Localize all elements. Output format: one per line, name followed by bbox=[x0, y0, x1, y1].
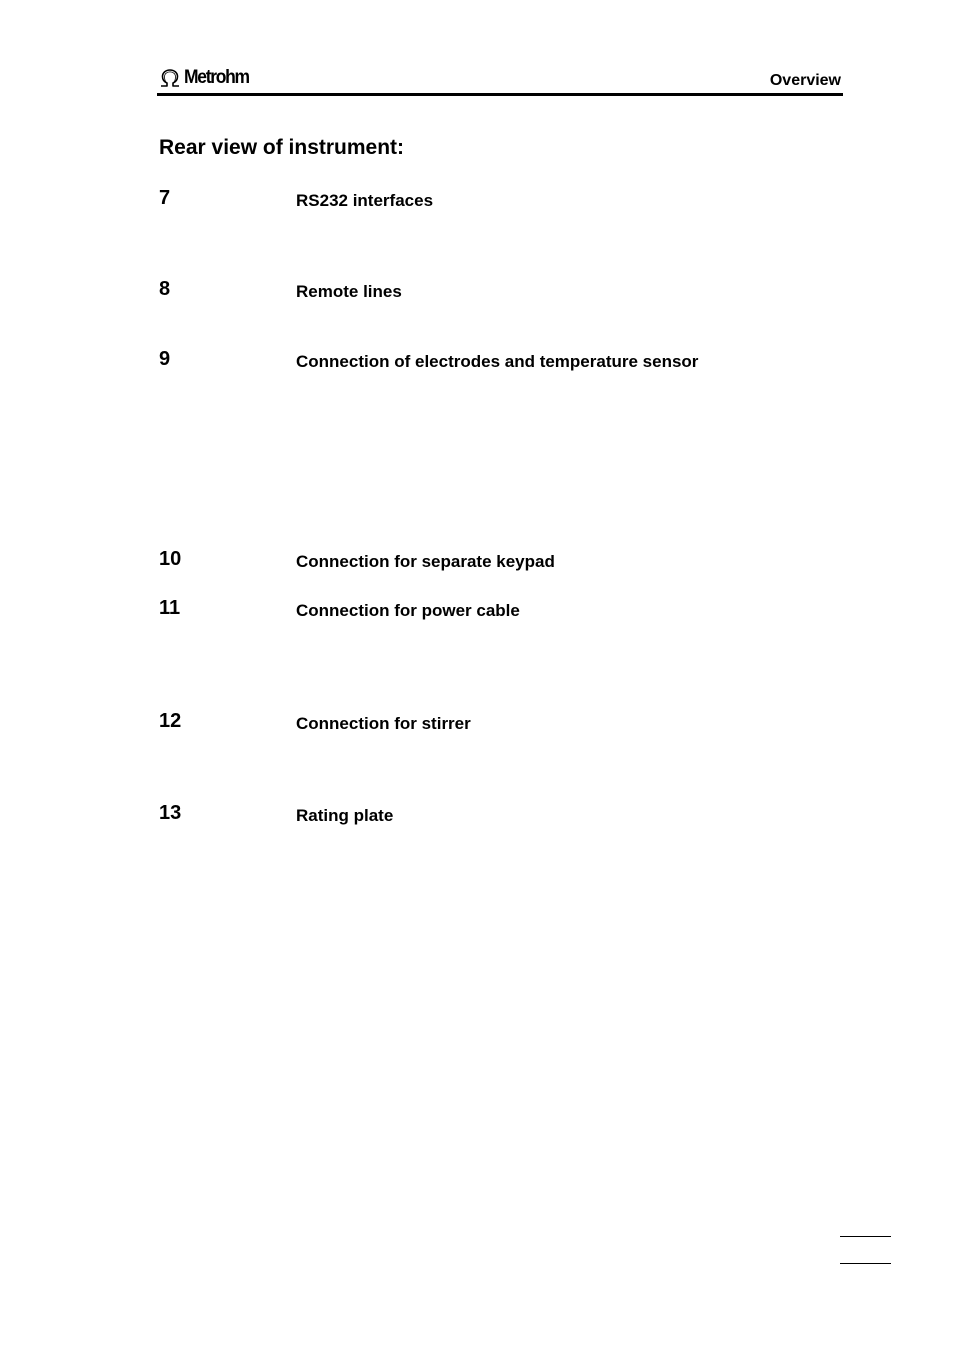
page-header bbox=[157, 64, 843, 96]
item-label: Connection for separate keypad bbox=[296, 552, 555, 571]
list-item bbox=[159, 801, 799, 827]
item-label: Remote lines bbox=[296, 282, 402, 301]
list-item bbox=[159, 186, 799, 212]
omega-icon bbox=[159, 68, 181, 88]
item-number: 9 bbox=[159, 348, 171, 370]
list-item bbox=[159, 277, 799, 303]
footer-rule-bottom bbox=[840, 1263, 891, 1264]
item-label: Rating plate bbox=[296, 806, 394, 825]
item-number: 13 bbox=[159, 802, 182, 824]
item-number: 8 bbox=[159, 278, 171, 300]
list-item bbox=[159, 347, 799, 373]
footer-rule-top bbox=[840, 1236, 891, 1237]
item-label: Connection of electrodes and temperature sensor bbox=[296, 352, 699, 371]
list-item bbox=[159, 547, 799, 573]
page-title: Rear view of instrument: bbox=[159, 136, 405, 159]
brand-name: Metrohm bbox=[184, 67, 249, 88]
item-number: 7 bbox=[159, 187, 171, 209]
brand-logo bbox=[159, 67, 254, 89]
item-number: 10 bbox=[159, 548, 182, 570]
item-number: 11 bbox=[159, 597, 181, 619]
header-rule bbox=[157, 93, 843, 96]
item-label: Connection for power cable bbox=[296, 601, 520, 620]
list-item bbox=[159, 709, 799, 735]
item-number: 12 bbox=[159, 710, 182, 732]
section-label: Overview bbox=[769, 72, 841, 89]
list-item bbox=[159, 596, 799, 622]
item-label: RS232 interfaces bbox=[296, 191, 434, 210]
item-label: Connection for stirrer bbox=[296, 714, 471, 733]
